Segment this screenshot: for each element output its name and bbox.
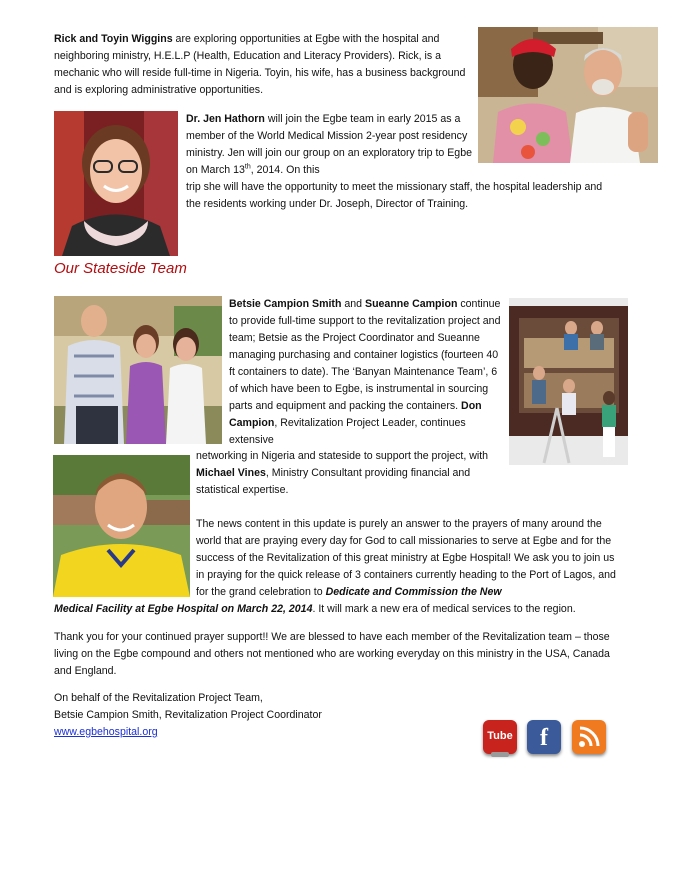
website-link[interactable]: www.egbehospital.org (54, 726, 158, 738)
hathorn-sup: th (244, 163, 251, 171)
campion-paragraph-cont (196, 448, 496, 499)
betsie-name: Betsie Campion Smith (229, 298, 342, 310)
youtube-icon-label: Tube (487, 730, 513, 742)
news-paragraph-cont (54, 601, 624, 618)
hathorn-text-c: trip she will have the opportunity to meet the missionary staff, the hospital leadership and the residents working under Dr. Joseph, Director of Training. (186, 181, 603, 210)
stateside-team-heading: Our Stateside Team (54, 260, 187, 277)
don-name: Don Campion (229, 400, 482, 429)
hathorn-text-a: will join the Egbe team in early 2015 as a member of the World Medical Mission 2-year post residency ministry. Jen will join our group on an exploratory trip to Egbe on March 13 (186, 113, 472, 176)
campion-text-b: , Revitalization Project Leader, continues extensive (229, 417, 466, 446)
hathorn-paragraph-cont (186, 179, 616, 213)
campion-text-a: continue to provide full-time support to the revitalization project and team; Betsie as the Project Coordinator and Sueanne managing purchasing and container logistics (fourteen 40 ft containers to date). The ‘Banyan Maintenance Team’, 6 of which have been to Egbe, is instrumental in sourcing parts and equipment and packing the containers. (229, 298, 501, 412)
vines-photo (53, 455, 190, 597)
hathorn-photo (54, 111, 178, 256)
michael-name: Michael Vines (196, 467, 266, 479)
hathorn-name: Dr. Jen Hathorn (186, 113, 265, 125)
campion-and: and (341, 298, 365, 310)
signoff-line2: Betsie Campion Smith, Revitalization Project Coordinator (54, 709, 322, 721)
campion-text-d: , Ministry Consultant providing financial and statistical expertise. (196, 467, 471, 496)
news-emph-a: Dedicate and Commission the New (325, 586, 502, 598)
facebook-icon[interactable] (527, 720, 561, 754)
news-text-a: The news content in this update is purely an answer to the prayers of many around the world that are praying every day for God to call missionaries to serve at Egbe and for the success of the Revitalization of this great ministry at Egbe Hospital! We ask you to join us in praying for the quick release of 3 containers currently heading to the Port of Lagos, and for the grand celebration to (196, 518, 616, 598)
signoff-line1: On behalf of the Revitalization Project Team, (54, 692, 263, 704)
campion-family-photo (54, 296, 222, 444)
campion-text-c: networking in Nigeria and stateside to support the project, with (196, 450, 489, 462)
wiggins-photo (478, 27, 658, 163)
wiggins-names: Rick and Toyin Wiggins (54, 33, 173, 45)
youtube-icon-base (491, 752, 509, 757)
news-emph-b: Medical Facility at Egbe Hospital on March 22, 2014 (54, 603, 313, 615)
wiggins-text: are exploring opportunities at Egbe with the hospital and neighboring ministry, H.E.L.P (Health, Education and Literacy Providers). Rick, is a mechanic who will reside full-time in Nigeria. Toyin, his wife, has a business background and is exploring administrative opportunities. (54, 33, 466, 96)
hathorn-text-b: , 2014. On this (250, 164, 320, 176)
wiggins-paragraph (54, 31, 469, 99)
facebook-icon-label: f (540, 725, 548, 751)
rss-icon[interactable] (572, 720, 606, 754)
youtube-icon[interactable] (483, 720, 517, 754)
container-team-photo (509, 298, 628, 465)
news-paragraph (196, 516, 616, 601)
sueanne-name: Sueanne Campion (365, 298, 458, 310)
news-text-b: . It will mark a new era of medical services to the region. (312, 603, 576, 615)
campion-paragraph (229, 296, 501, 449)
thanks-paragraph: Thank you for your continued prayer support!! We are blessed to have each member of the Revitalization team – those living on the Egbe compound and others not mentioned who are working everyday on this ministry in the USA, Canada and England. (54, 631, 610, 677)
rss-glyph (572, 720, 606, 754)
hathorn-paragraph (186, 111, 472, 179)
